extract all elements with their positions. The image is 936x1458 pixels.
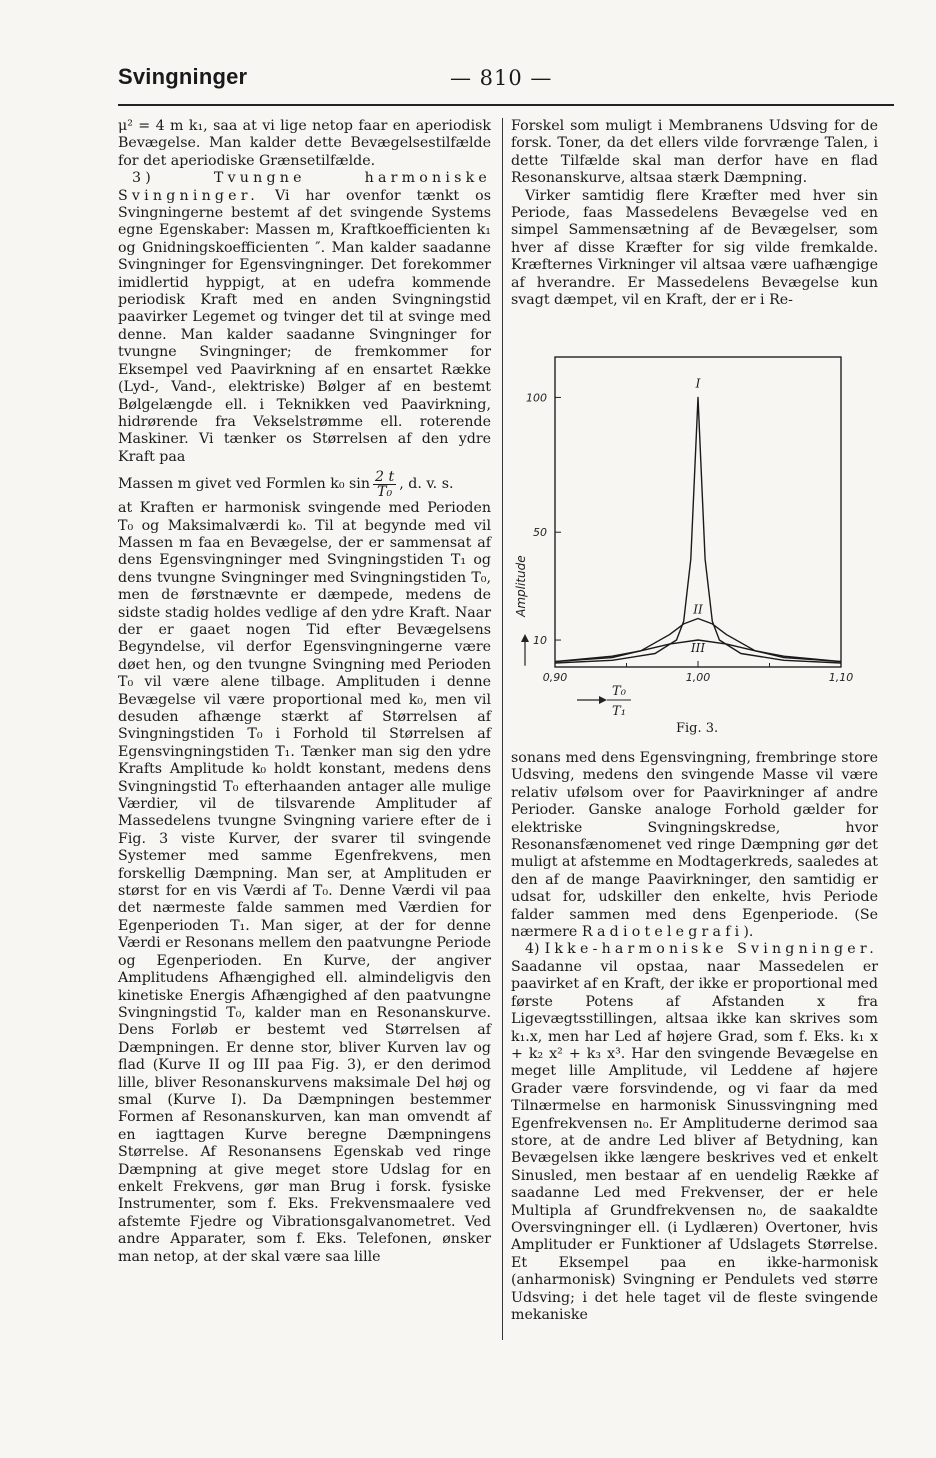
x-axis-label-denominator: T₁ xyxy=(612,704,626,719)
paragraph: sonans med dens Egensvingning, frembringe store Udsving, medens den svingende Masse vil være relativ ufølsom over for Paavirkninger af andre Perioder. Ganske analoge Forhold gælder for elektriske Svingningskredse, hvor Resonansfænomenet ved ringe Dæmpning gør det muligt at afstemme en Modtagerkreds, saaledes at den af de mange Paavirkninger, den samtidig er udsat for, udskiller den enkelte, hvis Periode falder sammen med dens Egenperiode. (Se nærmere Radiotelegrafi). xyxy=(511,750,878,941)
fraction: $\frac{2 t}{\text{T₀}}$ xyxy=(374,469,395,501)
x-axis-label-numerator: T₀ xyxy=(612,684,626,699)
curve-label-iii: III xyxy=(690,641,706,656)
section-heading: 3) Tvungne harmoniske Svingninger. xyxy=(118,170,491,204)
paragraph: μ² = 4 m k₁, saa at vi lige netop faar en aperiodisk Bevægelse. Man kalder dette Bevægelsestilfælde for det aperiodiske Grænsetilfælde. xyxy=(118,118,491,169)
curve-label-i: I xyxy=(695,376,701,391)
figure-caption: Fig. 3. xyxy=(676,721,719,736)
y-tick-label: 10 xyxy=(533,634,547,648)
y-axis-label: Amplitude xyxy=(514,555,528,617)
cross-reference: Radiotelegrafi xyxy=(581,924,744,941)
header-rule xyxy=(118,104,894,106)
paragraph: 4) Ikke-harmoniske Svingninger. Saadanne vil opstaa, naar Massedelen er paavirket af en Kraft, der ikke er proportional med første Potens af Afstanden x fra Ligevægtsstillingen, altsaa ikke kan skrives som k₁.x, men har Led af højere Grad, som f. Eks. k₁ x + k₂ x² + k₃ x³. Har den svingende Bevægelse en meget lille Amplitude, vil Leddene af højere Grader være forsvindende, og vi faar da med Tilnærmelse en harmonisk Sinussvingning med Egenfrekvensen n₀. Er Amplituderne derimod saa store, at de andre Led bliver af Betydning, kan Bevægelsen ikke længere beskrives ved et enkelt Sinusled, men bestaar af en uendelig Række af saadanne Led med Frekvenser, der er hele Multipla af Grundfrekvensen n₀, de saakaldte Oversvingninger ell. (i Lydlæren) Overtoner, hvis Amplituder er Funktioner af Udslagets Størrelse. Et Eksempel paa en ikke-harmonisk (anharmonisk) Svingning er Pendulets ved større Udsving; i det hele taget vil de fleste svingende mekaniske xyxy=(511,941,879,1323)
x-tick-label: 0,90 xyxy=(542,671,568,684)
curve-i xyxy=(555,397,841,663)
resonance-figure xyxy=(511,349,880,739)
resonance-chart xyxy=(511,349,880,719)
right-column-bottom xyxy=(511,750,878,1324)
paragraph: Virker samtidig flere Kræfter med hver sin Periode, faas Massedelens Bevægelse ved en simpel Sammensætning af de Bevægelser, som hver af disse Kræfter for sig vilde fremkalde. Kræfternes Virkninger vil altsaa være uafhængige af hverandre. Er Massedelens Bevægelse kun svagt dæmpet, vil en Kraft, der er i Re- xyxy=(511,187,878,309)
y-axis-arrowhead xyxy=(521,634,529,642)
right-column-top xyxy=(511,118,878,309)
y-tick-label: 50 xyxy=(533,526,547,540)
x-axis-arrowhead xyxy=(599,696,607,704)
column-divider xyxy=(502,118,503,1340)
page-number: — 810 — xyxy=(450,66,553,90)
formula-line: Massen m givet ved Formlen k₀ sin $\frac{2 t}{\text{T₀}}$ , d. v. s. xyxy=(118,469,454,501)
curve-label-ii: II xyxy=(693,602,703,617)
paragraph: at Kraften er harmonisk svingende med Perioden T₀ og Maksimalværdi k₀. Til at begynde med vil Massen m faa en Bevægelse, der er sammensat af dens Egensvingninger med Svingningstiden T₁ og dens tvungne Svingninger med Svingningstiden T₀, men de førstnævnte er dæmpede, medens de sidste stadig holdes vedlige af den ydre Kraft. Naar der er gaaet nogen Tid efter Bevægelsens Begyndelse, vil derfor Egensvingningerne være døet hen, og den tvungne Svingning med Perioden T₀ vil være alene tilbage. Amplituden i denne Bevægelse vil være proportional med k₀, men vil desuden afhænge stærkt af Størrelsen af Svingningstiden T₀ i Forhold til Størrelsen af Egensvingningstiden T₁. Tænker man sig den ydre Krafts Amplitude k₀ holdt konstant, medens dens Svingningstid T₀ efterhaanden antager alle mulige Værdier, vil de tilsvarende Amplituder af Massedelens tvungne Svingning variere efter de i Fig. 3 viste Kurver, der svarer til svingende Systemer med samme Egenfrekvens, men forskellig Dæmpning. Man ser, at Amplituden er størst for en vis Værdi af T₀. Denne Værdi vil paa det nærmeste falde sammen med Værdien for Egenperioden T₁. Man siger, at der for denne Værdi er Resonans mellem den paatvungne Periode og Egenperioden. En Kurve, der angiver Amplitudens Afhængighed ell. almindeligvis den kinetiske Energis Afhængighed af den paatvungne Svingningstid T₀, kalder man en Resonanskurve. Dens Forløb er bestemt ved Størrelsen af Dæmpningen. Er denne stor, bliver Kurven lav og flad (Kurve II og III paa Fig. 3), er den derimod lille, bliver Resonanskurvens maksimale Del høj og smal (Kurve I). Da Dæmpningen bestemmer Formen af Resonanskurven, kan man omvendt af en iagttagen Kurve beregne Dæmpningens Størrelse. Af Resonansens Egenskab ved ringe Dæmpning at give meget store Udslag for en enkelt Frekvens, gør man Brug i forsk. fysiske Instrumenter, som f. Eks. Frekvensmaalere ved afstemte Fjedre og Vibrationsgalvanometret. Ved andre Apparater, som f. Eks. Telefonen, ønsker man netop, at der skal være saa lille xyxy=(118,500,491,1265)
x-tick-label: 1,00 xyxy=(685,671,711,684)
page-title: Svingninger xyxy=(118,64,248,89)
left-column xyxy=(118,118,491,1266)
y-tick-label: 100 xyxy=(526,391,547,405)
x-tick-label: 1,10 xyxy=(828,671,854,684)
paragraph: 3) Tvungne harmoniske Svingninger. Vi har ovenfor tænkt os Svingningerne bestemt af det svingende Systems egne Egenskaber: Massen m, Kraftkoefficienten k₁ og Gnidningskoefficienten ″. Man kalder saadanne Svingninger for Egensvingninger. Det forekommer imidlertid hyppigt, at en udefra kommende periodisk Kraft med en anden Svingningstid paavirker Legemet og tvinger det til at svinge med denne. Man kalder saadanne Svingninger for tvungne Svingninger; de fremkommer for Eksempel ved Paavirkning af en ensartet Række (Lyd-, Vand-, elektriske) Bølger af en bestemt Bølgelængde ell. i Teknikken ved Paavirkning, hidrørende fra Vekselstrømme ell. roterende Maskiner. Vi tænker os Størrelsen af den ydre Kraft paa xyxy=(118,170,491,465)
section-heading: Ikke-harmoniske Svingninger. xyxy=(544,941,879,958)
page-header xyxy=(118,64,898,98)
paragraph: Forskel som muligt i Membranens Udsving for de forsk. Toner, da det ellers vilde forvrænge Talen, i dette Tilfælde skal man derfor have en flad Resonanskurve, altsaa stærk Dæmpning. xyxy=(511,118,878,187)
